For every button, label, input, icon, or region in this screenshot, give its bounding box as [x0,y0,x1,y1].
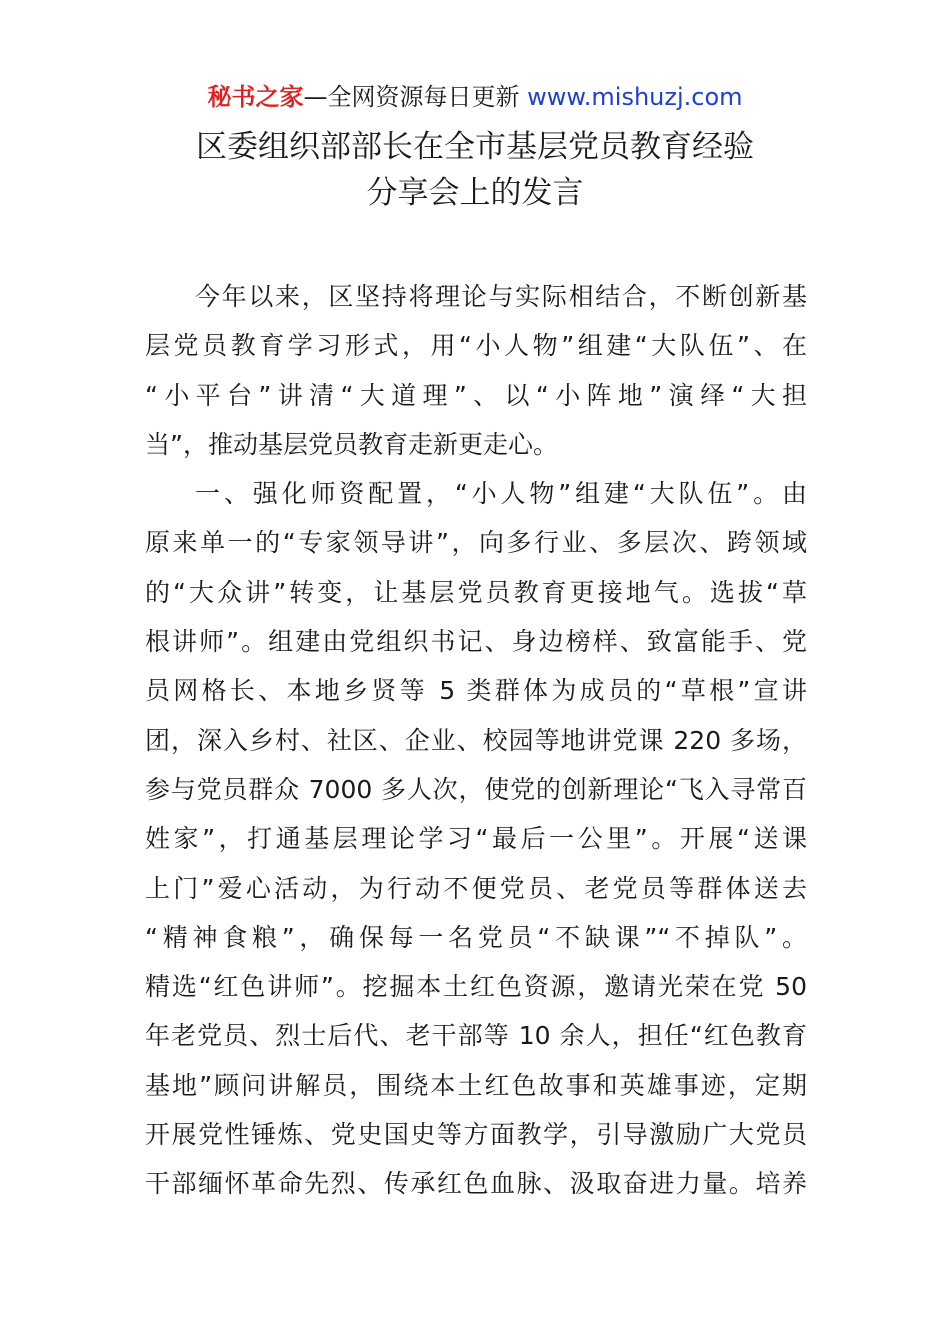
text-line: 根讲师”。组建由党组织书记、身边榜样、致富能手、党 [145,627,807,657]
site-url[interactable]: www.mishuzj.com [527,83,743,111]
text-line: 当”，推动基层党员教育走新更走心。 [145,429,558,459]
text-line: 原来单一的“专家领导讲”，向多行业、多层次、跨领域 [145,528,807,558]
text-line: 开展党性锤炼、党史国史等方面教学，引导激励广大党员 [145,1120,807,1150]
text-line: 基地”顾问讲解员，围绕本土红色故事和英雄事迹，定期 [145,1070,807,1100]
text-line: 层党员教育学习形式，用“小人物”组建“大队伍”、在 [145,331,807,361]
text-line: 今年以来，区坚持将理论与实际相结合，不断创新基 [195,282,807,311]
text-line: 姓家”，打通基层理论学习“最后一公里”。开展“送课 [145,824,807,854]
text-line: 团，深入乡村、社区、企业、校园等地讲党课 220 多场， [145,725,807,755]
text-line: 员网格长、本地乡贤等 5 类群体为成员的“草根”宣讲 [145,676,807,706]
document-title [0,124,950,216]
text-line: 一、强化师资配置，“小人物”组建“大队伍”。由 [195,479,807,509]
text-line: 年老党员、烈士后代、老干部等 10 余人，担任“红色教育 [145,1021,807,1051]
brand-name: 秘书之家 [207,83,304,111]
text-line: 上门”爱心活动，为行动不便党员、老党员等群体送去 [145,873,807,903]
title-line-1: 区委组织部部长在全市基层党员教育经验 [196,129,754,165]
text-line: 的“大众讲”转变，让基层党员教育更接地气。选拔“草 [145,577,807,607]
paragraph-intro [145,272,807,469]
text-line: 参与党员群众 7000 多人次，使党的创新理论“飞入寻常百 [145,774,807,804]
paragraph-section-1 [145,469,807,1208]
text-line: 干部缅怀革命先烈、传承红色血脉、汲取奋进力量。培养 [145,1169,807,1199]
text-line: 精选“红色讲师”。挖掘本土红色资源，邀请光荣在党 50 [145,972,807,1002]
text-line: “小平台”讲清“大道理”、以“小阵地”演绎“大担 [145,380,807,410]
site-header [0,80,950,114]
title-line-2: 分享会上的发言 [366,175,584,211]
text-line: “精神食粮”，确保每一名党员“不缺课”“不掉队”。 [145,922,807,952]
document-body [145,272,807,1209]
site-tagline: —全网资源每日更新 [303,83,520,111]
